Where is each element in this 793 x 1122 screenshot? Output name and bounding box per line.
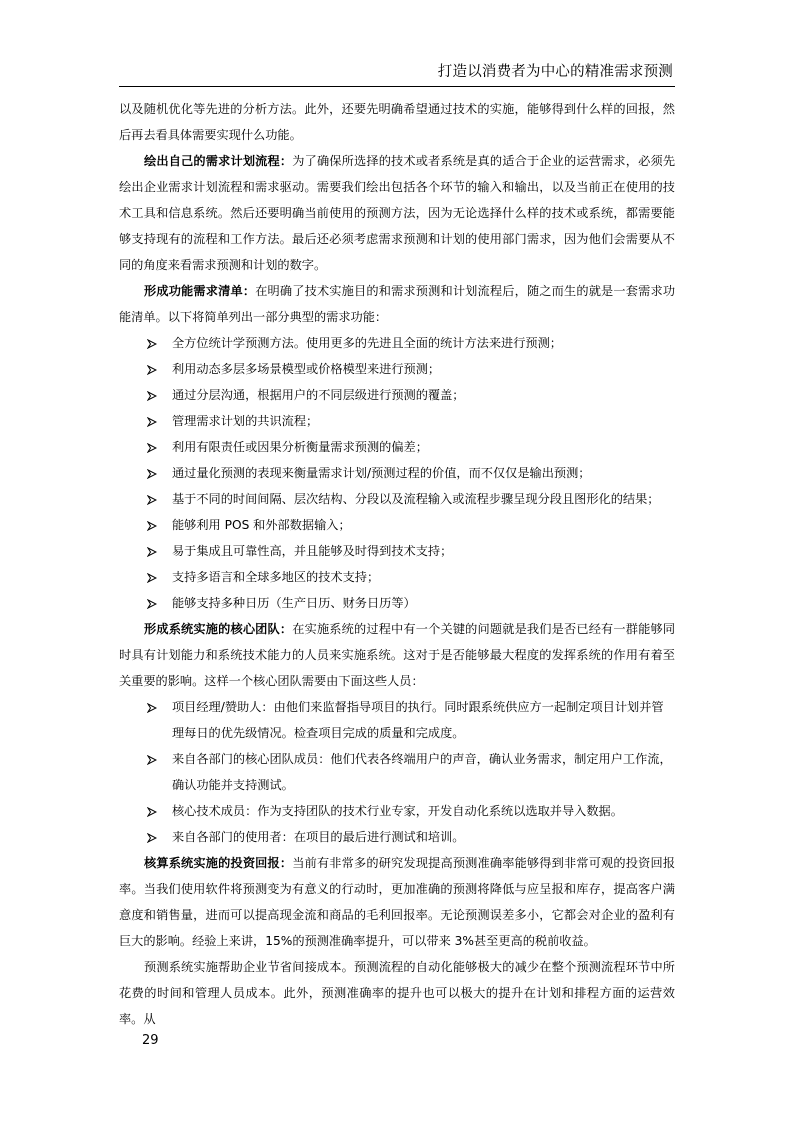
roi-heading: 核算系统实施的投资回报： <box>144 856 293 870</box>
func-list-item: 基于不同的时间间隔、层次结构、分段以及流程输入或流程步骤呈现分段且图形化的结果； <box>119 486 675 512</box>
flow-heading: 绘出自己的需求计划流程： <box>144 154 293 168</box>
flow-text: 为了确保所选择的技术或者系统是真的适合于企业的运营需求，必须先绘出企业需求计划流程和需求驱动。需要我们绘出包括各个环节的输入和输出，以及当前正在使用的技术工具和信息系统。然后还要明确当前使用的预测方法，因为无论选择什么样的技术或系统，都需要能够支持现有的流程和工作方法。最后还必须考虑需求预测和计划的使用部门需求，因为他们会需要从不同的角度来看需求预测和计划的数字。 <box>119 154 676 272</box>
roi-paragraph <box>119 850 675 954</box>
team-list-item: 来自各部门的核心团队成员：他们代表各终端用户的声音，确认业务需求，制定用户工作流，确认功能并支持测试。 <box>119 746 675 798</box>
arrow-bullet-icon <box>145 694 159 720</box>
func-list <box>119 330 675 616</box>
page-header-title: 打造以消费者为中心的精准需求预测 <box>437 64 673 80</box>
roi-text: 当前有非常多的研究发现提高预测准确率能够得到非常可观的投资回报率。当我们使用软件将预测变为有意义的行动时，更加准确的预测将降低与应呈报和库存，提高客户满意度和销售量，进而可以提高现金流和商品的毛利回报率。无论预测误差多小，它都会对企业的盈利有巨大的影响。经验上来讲，15%的预测准确率提升，可以带来 3%甚至更高的税前收益。 <box>119 856 676 948</box>
team-list-item: 核心技术成员：作为支持团队的技术行业专家，开发自动化系统以选取并导入数据。 <box>119 798 675 824</box>
team-heading: 形成系统实施的核心团队： <box>144 622 293 636</box>
team-paragraph <box>119 616 675 694</box>
arrow-bullet-icon <box>145 590 159 616</box>
func-list-item: 能够支持多种日历（生产日历、财务日历等） <box>119 590 675 616</box>
func-list-item: 利用动态多层多场景模型或价格模型来进行预测； <box>119 356 675 382</box>
arrow-bullet-icon <box>145 330 159 356</box>
func-heading: 形成功能需求清单： <box>144 284 256 298</box>
team-list-item: 来自各部门的使用者：在项目的最后进行测试和培训。 <box>119 824 675 850</box>
team-text: 在实施系统的过程中有一个关键的问题就是我们是否已经有一群能够同时具有计划能力和系统技术能力的人员来实施系统。这对于是否能够最大程度的发挥系统的作用有着至关重要的影响。这样一个核心团队需要由下面这些人员： <box>119 622 676 688</box>
arrow-bullet-icon <box>145 408 159 434</box>
arrow-bullet-icon <box>145 382 159 408</box>
arrow-bullet-icon <box>145 434 159 460</box>
page-number: 29 <box>142 1033 159 1048</box>
arrow-bullet-icon <box>145 746 159 772</box>
arrow-bullet-icon <box>145 512 159 538</box>
arrow-bullet-icon <box>145 798 159 824</box>
func-list-item: 通过分层沟通，根据用户的不同层级进行预测的覆盖； <box>119 382 675 408</box>
cost-paragraph: 预测系统实施帮助企业节省间接成本。预测流程的自动化能够极大的减少在整个预测流程环节中所花费的时间和管理人员成本。此外，预测准确率的提升也可以极大的提升在计划和排程方面的运营效率。从 <box>119 960 675 1026</box>
arrow-bullet-icon <box>145 564 159 590</box>
arrow-bullet-icon <box>145 538 159 564</box>
func-text: 在明确了技术实施目的和需求预测和计划流程后，随之而生的就是一套需求功能清单。以下将简单列出一部分典型的需求功能： <box>119 284 676 324</box>
func-list-item: 易于集成且可靠性高，并且能够及时得到技术支持； <box>119 538 675 564</box>
func-list-item: 管理需求计划的共识流程； <box>119 408 675 434</box>
intro-paragraph: 以及随机优化等先进的分析方法。此外，还要先明确希望通过技术的实施，能够得到什么样的回报，然后再去看具体需要实现什么功能。 <box>119 102 675 142</box>
func-list-item: 通过量化预测的表现来衡量需求计划/预测过程的价值，而不仅仅是输出预测； <box>119 460 675 486</box>
team-list <box>119 694 675 850</box>
func-list-item: 能够利用 POS 和外部数据输入； <box>119 512 675 538</box>
flow-paragraph <box>119 148 675 278</box>
arrow-bullet-icon <box>145 486 159 512</box>
func-list-item: 支持多语言和全球多地区的技术支持； <box>119 564 675 590</box>
func-paragraph <box>119 278 675 330</box>
document-body <box>119 96 675 1032</box>
team-list-item: 项目经理/赞助人：由他们来监督指导项目的执行。同时跟系统供应方一起制定项目计划并管理每日的优先级情况。检查项目完成的质量和完成度。 <box>119 694 675 746</box>
arrow-bullet-icon <box>145 356 159 382</box>
arrow-bullet-icon <box>145 824 159 850</box>
func-list-item: 全方位统计学预测方法。使用更多的先进且全面的统计方法来进行预测； <box>119 330 675 356</box>
arrow-bullet-icon <box>145 460 159 486</box>
func-list-item: 利用有限责任或因果分析衡量需求预测的偏差； <box>119 434 675 460</box>
header-divider <box>119 86 675 87</box>
